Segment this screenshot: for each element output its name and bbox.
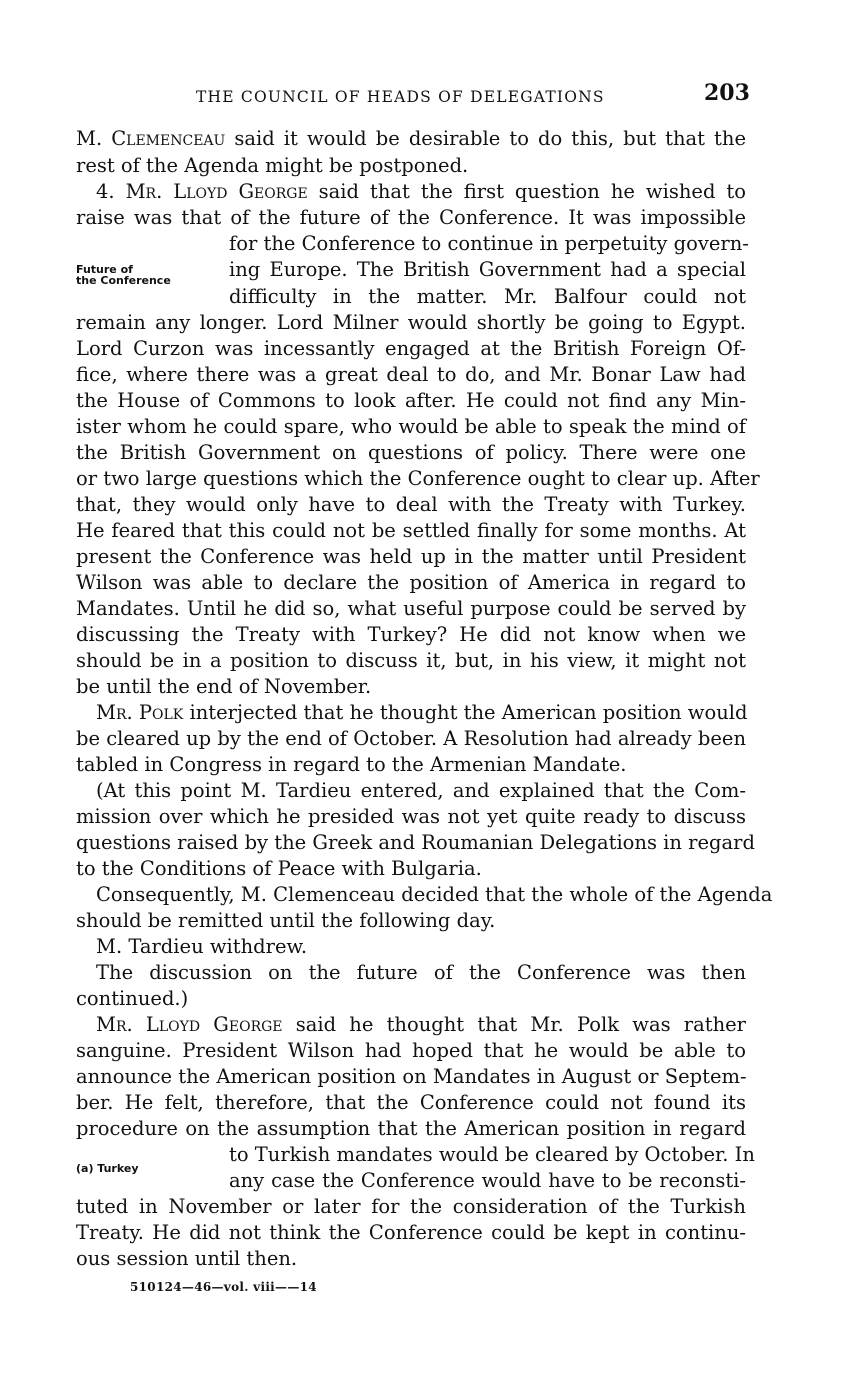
text-line: M. Clemenceau said it would be desirable to do this, but that the — [76, 127, 746, 150]
sidenote-line: Future of — [76, 263, 133, 276]
text-line: the British Government on questions of policy. There were one — [76, 441, 746, 464]
text-line: be cleared up by the end of October. A Resolution had already been — [76, 727, 746, 750]
text-line: to Turkish mandates would be cleared by October. In — [229, 1143, 755, 1166]
text-line: raise was that of the future of the Conference. It was impossible — [76, 206, 746, 229]
text-line: continued.) — [76, 987, 189, 1010]
speaker-name: Mr. Lloyd George — [125, 180, 308, 203]
text-line: Mandates. Until he did so, what useful purpose could be served by — [76, 597, 746, 620]
text-line: rest of the Agenda might be postponed. — [76, 154, 469, 177]
text-line: Mr. Lloyd George said he thought that Mr. Polk was rather — [96, 1013, 746, 1036]
page-number: 203 — [704, 80, 750, 106]
speaker-name: Mr. Lloyd George — [96, 1013, 283, 1036]
text-line: tabled in Congress in regard to the Armenian Mandate. — [76, 753, 627, 776]
text-line: mission over which he presided was not yet quite ready to discuss — [76, 805, 746, 828]
text-line: that, they would only have to deal with the Treaty with Turkey. — [76, 493, 746, 516]
text-line: Lord Curzon was incessantly engaged at the British Foreign Of- — [76, 337, 746, 360]
text-line: Consequently, M. Clemenceau decided that the whole of the Agenda — [96, 883, 773, 906]
sidenote-line: the Conference — [76, 274, 171, 287]
text-line: (At this point M. Tardieu entered, and explained that the Com- — [96, 779, 746, 802]
text-line: to the Conditions of Peace with Bulgaria. — [76, 857, 482, 880]
text-line: 4. Mr. Lloyd George said that the first question he wished to — [96, 180, 746, 203]
text-line: difficulty in the matter. Mr. Balfour could not — [229, 285, 746, 308]
text-line: ing Europe. The British Government had a special — [229, 258, 746, 281]
text-line: discussing the Treaty with Turkey? He did not know when we — [76, 623, 746, 646]
speaker-name: Clemenceau — [111, 127, 226, 150]
text-line: or two large questions which the Conference ought to clear up. After — [76, 467, 760, 490]
running-title: THE COUNCIL OF HEADS OF DELEGATIONS — [196, 88, 605, 106]
text-line: ister whom he could spare, who would be able to speak the mind of — [76, 415, 746, 438]
page-header — [0, 80, 850, 110]
text-line: He feared that this could not be settled finally for some months. At — [76, 519, 746, 542]
sidenote-turkey: (a) Turkey — [76, 1162, 139, 1175]
text-line: fice, where there was a great deal to do, and Mr. Bonar Law had — [76, 363, 746, 386]
text-line: tuted in November or later for the consideration of the Turkish — [76, 1195, 746, 1218]
text-line: remain any longer. Lord Milner would shortly be going to Egypt. — [76, 311, 746, 334]
text-line: announce the American position on Mandates in August or Septem- — [76, 1065, 747, 1088]
text-line: M. Tardieu withdrew. — [96, 935, 308, 958]
text-line: questions raised by the Greek and Roumanian Delegations in regard — [76, 831, 755, 854]
text-line: procedure on the assumption that the American position in regard — [76, 1117, 746, 1140]
text-line: present the Conference was held up in the matter until President — [76, 545, 746, 568]
text-line: ber. He felt, therefore, that the Conference could not found its — [76, 1091, 746, 1114]
text-line: the House of Commons to look after. He could not find any Min- — [76, 389, 746, 412]
sidenote-future-of-conference — [76, 264, 171, 286]
printer-signature: 510124—46—vol. viii——14 — [130, 1280, 317, 1294]
text-line: Treaty. He did not think the Conference could be kept in continu- — [76, 1221, 746, 1244]
text-line: any case the Conference would have to be reconsti- — [229, 1169, 746, 1192]
text-line: should be remitted until the following day. — [76, 909, 496, 932]
text-line: be until the end of November. — [76, 675, 372, 698]
speaker-name: Mr. Polk — [96, 701, 184, 724]
text-line: should be in a position to discuss it, but, in his view, it might not — [76, 649, 746, 672]
text-line: Wilson was able to declare the position of America in regard to — [76, 571, 746, 594]
text-line: The discussion on the future of the Conference was then — [96, 961, 746, 984]
text-line: sanguine. President Wilson had hoped that he would be able to — [76, 1039, 746, 1062]
text-line: for the Conference to continue in perpetuity govern- — [229, 232, 749, 255]
text-line: Mr. Polk interjected that he thought the American position would — [96, 701, 748, 724]
text-line: ous session until then. — [76, 1247, 298, 1270]
